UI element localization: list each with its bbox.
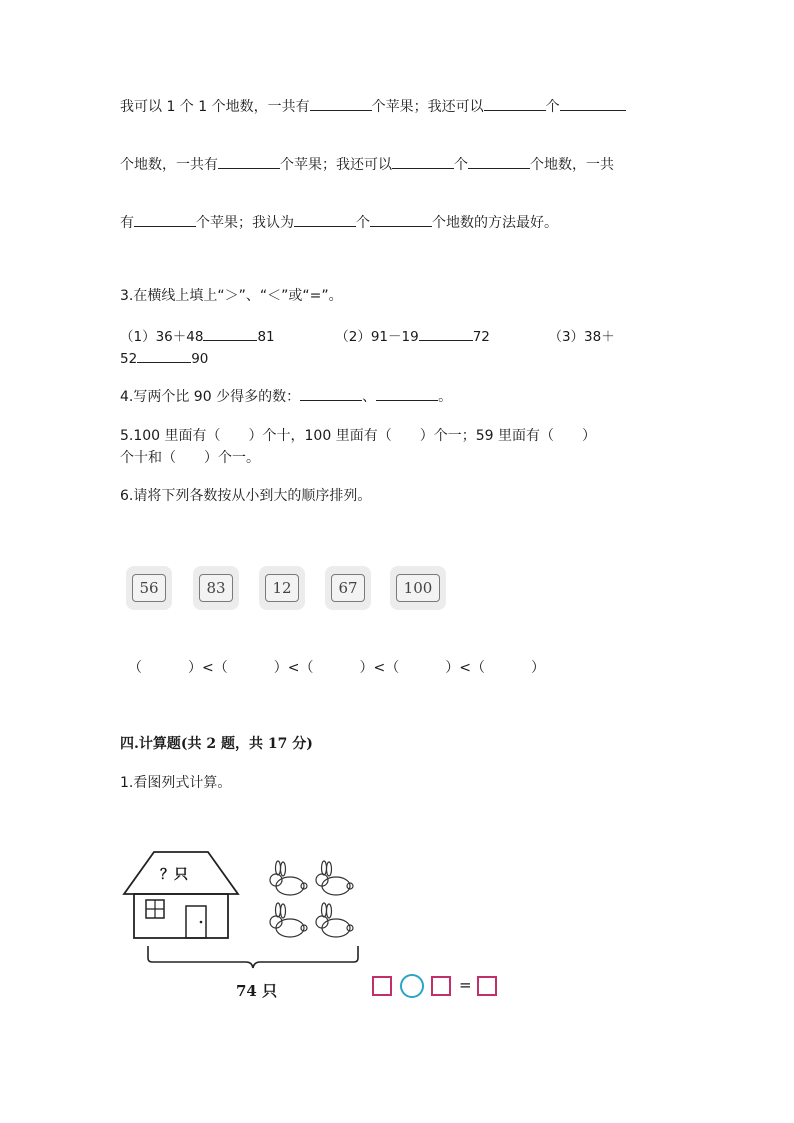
answer-blank[interactable]	[134, 212, 196, 227]
text-segment: 个	[545, 99, 560, 115]
q3-item3: （3）38＋	[548, 329, 615, 345]
q4-end: 。	[438, 389, 453, 405]
text-segment: 个苹果；我还可以	[371, 99, 484, 115]
answer-blank[interactable]	[370, 212, 432, 227]
total-brace	[146, 944, 360, 970]
number-card-frame	[265, 574, 299, 602]
open-paren: （	[128, 660, 142, 676]
text-segment: 个苹果；我认为	[196, 215, 294, 231]
number-card-value: 83	[206, 579, 226, 597]
rabbit-icon	[316, 903, 353, 937]
answer-blank[interactable]	[203, 326, 257, 341]
open-paren: （	[213, 660, 228, 676]
question-5-line2: 个十和（ ）个一。	[120, 450, 260, 466]
question-4	[120, 386, 452, 407]
less-than-sign: <	[287, 660, 300, 676]
text-segment: 个地数，一共	[530, 157, 614, 173]
ordering-row	[128, 657, 545, 677]
q3-item3-value: 90	[191, 351, 209, 367]
less-than-sign: <	[373, 660, 386, 676]
equals-sign: =	[459, 976, 472, 994]
number-card	[390, 566, 446, 610]
q4-text: 4.写两个比 90 少得多的数：	[120, 389, 301, 405]
q3-item1: （1）36＋48	[120, 329, 204, 345]
answer-blank[interactable]	[484, 96, 546, 111]
number-card-value: 100	[403, 579, 433, 597]
number-card-frame	[331, 574, 365, 602]
text-segment: 个地数的方法最好。	[432, 215, 558, 231]
number-card-frame	[199, 574, 233, 602]
close-paren: ）	[188, 660, 202, 676]
question-3-title: 3.在横线上填上“＞”、“＜”或“=”。	[120, 288, 343, 304]
answer-blank[interactable]	[376, 386, 438, 401]
question-3-items-cont	[120, 348, 208, 369]
section-heading: 四.计算题(共 2 题，共 17 分)	[120, 736, 313, 752]
less-than-sign: <	[459, 660, 471, 676]
close-paren: ）	[530, 660, 545, 676]
operator-circle[interactable]	[400, 974, 424, 998]
q3-item3-part: 52	[120, 351, 138, 367]
open-paren: （	[299, 660, 314, 676]
number-card-value: 56	[139, 579, 159, 597]
text-line-2	[120, 154, 614, 175]
answer-box[interactable]	[477, 976, 497, 996]
answer-blank[interactable]	[468, 154, 530, 169]
answer-box[interactable]	[372, 976, 392, 996]
q3-item1-value: 81	[257, 329, 275, 345]
q3-item2-value: 72	[472, 329, 490, 345]
text-line-3	[120, 212, 558, 233]
q4-sep: 、	[362, 389, 377, 405]
text-segment: 个苹果；我还可以	[280, 157, 392, 173]
question-3-items	[120, 326, 615, 347]
close-paren: ）	[359, 660, 374, 676]
text-line-1	[120, 96, 626, 117]
number-card	[126, 566, 172, 610]
text-segment: 有	[120, 215, 134, 231]
answer-blank[interactable]	[137, 348, 191, 363]
text-segment: 个地数，一共有	[120, 157, 218, 173]
close-paren: ）	[445, 660, 460, 676]
total-label: 74 只	[236, 982, 278, 1000]
number-card-frame	[396, 574, 440, 602]
rabbit-icon	[270, 903, 307, 937]
text-segment: 个	[356, 215, 370, 231]
answer-blank[interactable]	[419, 326, 473, 341]
less-than-sign: <	[202, 660, 214, 676]
rabbit-icon	[270, 861, 307, 895]
answer-blank[interactable]	[218, 154, 280, 169]
close-paren: ）	[273, 660, 288, 676]
text-segment: 个	[454, 157, 468, 173]
answer-blank[interactable]	[310, 96, 372, 111]
question-6-title: 6.请将下列各数按从小到大的顺序排列。	[120, 488, 372, 504]
text-segment: 我可以 1 个 1 个地数，一共有	[120, 99, 310, 115]
question-5-line1: 5.100 里面有（ ）个十，100 里面有（ ）个一；59 里面有（ ）	[120, 428, 596, 444]
answer-blank[interactable]	[300, 386, 362, 401]
number-card	[193, 566, 239, 610]
number-card	[325, 566, 371, 610]
number-card-value: 12	[272, 579, 292, 597]
number-card-frame	[132, 574, 166, 602]
answer-blank[interactable]	[560, 96, 626, 111]
rabbits-illustration	[268, 860, 368, 944]
answer-blank[interactable]	[294, 212, 356, 227]
open-paren: （	[385, 660, 400, 676]
answer-blank[interactable]	[392, 154, 454, 169]
answer-box[interactable]	[431, 976, 451, 996]
number-card	[259, 566, 305, 610]
q3-item2: （2）91－19	[335, 329, 419, 345]
open-paren: （	[470, 660, 485, 676]
number-card-value: 67	[338, 579, 358, 597]
calc-question-1-title: 1.看图列式计算。	[120, 775, 232, 791]
house-label: ？只	[160, 867, 188, 883]
house-illustration	[120, 848, 244, 944]
rabbit-icon	[316, 861, 353, 895]
